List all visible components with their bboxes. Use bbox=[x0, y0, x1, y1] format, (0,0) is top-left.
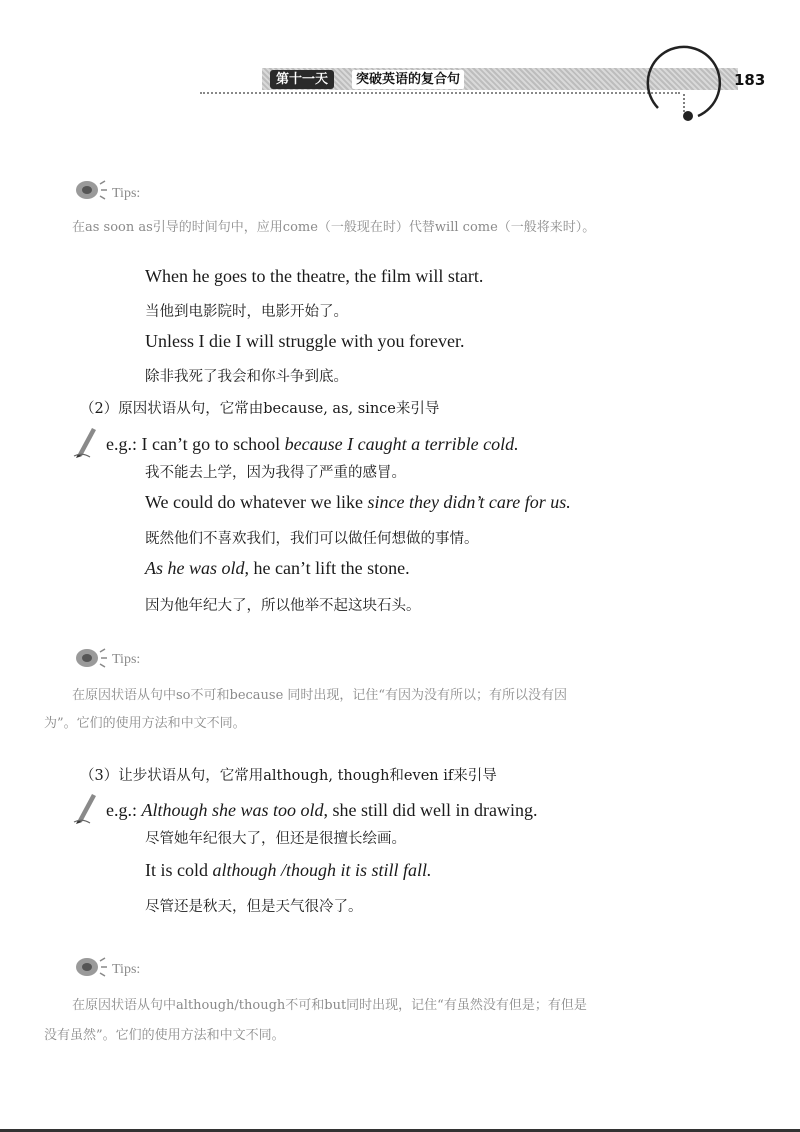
eg-label: e.g.: bbox=[106, 434, 137, 454]
example-sentence: Unless I die I will struggle with you forever. bbox=[145, 331, 465, 351]
pencil-icon bbox=[72, 424, 100, 458]
speaker-icon bbox=[72, 955, 108, 979]
header-dotted-rule bbox=[200, 92, 680, 94]
tip-text: 在as soon as引导的时间句中，应用come（一般现在时）代替will come（一般将来时）。 bbox=[72, 220, 596, 235]
example-translation: 当他到电影院时，电影开始了。 bbox=[145, 304, 348, 320]
tip-text: 为”。它们的使用方法和中文不同。 bbox=[44, 716, 246, 731]
page-corner-arc-icon bbox=[640, 38, 730, 128]
example-translation: 尽管她年纪很大了，但还是很擅长绘画。 bbox=[145, 831, 406, 847]
example-translation: 因为他年纪大了，所以他举不起这块石头。 bbox=[145, 598, 421, 614]
pencil-icon bbox=[72, 790, 100, 824]
chapter-title: 突破英语的复合句 bbox=[352, 70, 464, 89]
example-sentence: e.g.: I can’t go to school because I caught a terrible cold. bbox=[106, 434, 519, 454]
example-translation: 尽管还是秋天，但是天气很冷了。 bbox=[145, 899, 363, 915]
example-sentence: When he goes to the theatre, the film will start. bbox=[145, 266, 484, 286]
tip-text: 在原因状语从句中so不可和because 同时出现，记住“有因为没有所以；有所以没有因 bbox=[72, 688, 568, 703]
speaker-icon bbox=[72, 646, 108, 670]
example-sentence: We could do whatever we like since they didn’t care for us. bbox=[145, 492, 571, 512]
example-translation: 我不能去上学，因为我得了严重的感冒。 bbox=[145, 465, 406, 481]
eg-label: e.g.: bbox=[106, 800, 137, 820]
example-translation: 既然他们不喜欢我们，我们可以做任何想做的事情。 bbox=[145, 531, 479, 547]
section-heading: （2）原因状语从句，它常由because, as, since来引导 bbox=[80, 401, 440, 417]
page-number: 183 bbox=[734, 71, 766, 89]
speaker-icon bbox=[72, 178, 108, 202]
tip-label: Tips: bbox=[112, 962, 141, 977]
example-sentence: e.g.: Although she was too old, she still did well in drawing. bbox=[106, 800, 538, 820]
example-sentence: As he was old, he can’t lift the stone. bbox=[145, 558, 410, 578]
tip-label: Tips: bbox=[112, 652, 141, 667]
tip-text: 在原因状语从句中although/though不可和but同时出现，记住“有虽然没有但是；有但是 bbox=[72, 998, 587, 1013]
section-heading: （3）让步状语从句，它常用although, though和even if来引导 bbox=[80, 768, 497, 784]
example-translation: 除非我死了我会和你斗争到底。 bbox=[145, 369, 348, 385]
tip-text: 没有虽然”。它们的使用方法和中文不同。 bbox=[44, 1028, 285, 1043]
example-sentence: It is cold although /though it is still fall. bbox=[145, 860, 432, 880]
tip-label: Tips: bbox=[112, 186, 141, 201]
chapter-badge: 第十一天 bbox=[270, 70, 334, 89]
